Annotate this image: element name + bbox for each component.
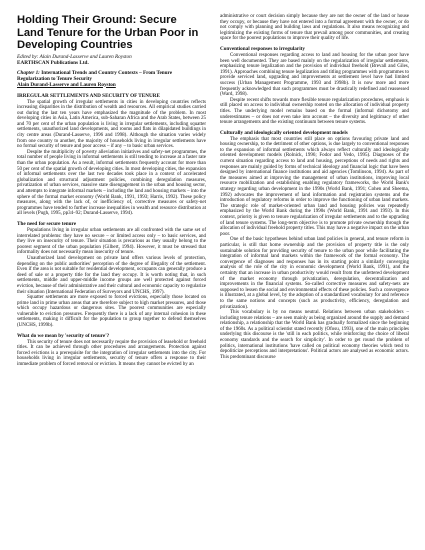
body-paragraph: Despite recent shifts towards more flexible tenure regularization procedures, emphasis is still placed on access to individual ownership rooted on the allocation of individual property titles. The underlying model remains based on the formal (informal dichotomy and underestimates – or does not even take into account – the diversity and legitimacy of other tenure arrangements and the existing continuum between tenure systems. bbox=[220, 97, 409, 126]
right-column-body bbox=[220, 14, 409, 360]
body-paragraph: administrative or court decision simply because they are not the owner of the land or house they occupy, or because they have not entered into a formal agreement with the owner, or do not comply with planning and building laws and regulations. It also means recognizing and legitimizing the existing forms of tenure that prevail among poor communities, and creating space for the poorest populations to improve their quality of life. bbox=[220, 14, 409, 42]
body-paragraph: The spatial growth of irregular settlements in cities in developing countries reflects increasing disparities in the distribution of wealth and resources. All empirical studies carried out during the last ten years have emphasized the magnitude of the problem. In most developing cities in Asia, Latin America, sub-Saharan Africa and the Arab States, between 25 and 70 per cent of the urban population is living in irregular settlements, including squatter settlements, unauthorized land developments, and rooms and flats in dilapidated buildings in city centre areas (Durand-Lasserve, 1996 and 1998). Although the situation varies widely from one country to another, the majority of households living in irregular settlements have no formal security of tenure and poor access – if any – to basic urban services. bbox=[17, 99, 206, 150]
chapter-label: Chapter 1: bbox=[17, 69, 40, 76]
chapter-heading bbox=[17, 70, 206, 82]
body-paragraph: Populations living in irregular urban settlements are all confronted with the same set of interrelated problems: they have no secure – or limited access only – to basic services, and they live on insecurity of tenure. Their situation is precarious as they usually belong to the poorest segment of the urban population (Gilbert, 1994). However, it must be stressed that informality does not necessarily mean insecurity of tenure. bbox=[17, 227, 206, 256]
body-paragraph: The emphasis that most countries still place on options favouring private land and housing ownership, to the detriment of other options, is due largely to conventional responses to the expansion of informal settlements which always reflect culturally and ideologically oriented development models (Rolnick, 1996; Fodor and Vedo, 1995). Diagnoses of the current situation regarding access to land and housing, perceptions of needs and rights and responses are mainly guided by forms of technical ideology and financial logic that have been designed by international finance institutions and aid agencies (Tomlinson, 1994). As part of the measures aimed at improving the management of urban institutions, improving local resource mobilization and establishing enabling regulatory frameworks, the World Bank's strategy regarding urban development in the 1990s (World Bank, 1991; Cohen and Sheema, 1992) advocates the improvement of land information and registration systems and the introduction of regulatory reforms in order to improve the functioning of urban land markets. The strategic role of market-oriented urban land and housing policies was repeatedly emphasized by the World Bank during the 1990s (World Bank, 1991 and 1993). In this context, priority is given to tenure regularization of irregular settlements and to the upgrading of land tenure systems. The long-term objective is to promote private ownership through the allocation of individual freehold property titles. This may have a negative impact on the urban poor. bbox=[220, 136, 409, 237]
body-paragraph: This vocabulary is by no means neutral. Relations between urban stakeholders – including tenure relations – are seen mainly as being organized around the supply and demand relationship, a relationship that the World Bank has gradually formalized since the beginning of the 1960s. As a political scientist stated recently (Ofosu, 1993), one of the main principles underlying this discourse is the 'still in each politics, while reinforcing the choice of liberal economy standards and the search for simplicity'. In order to get round the problem of politics, international institutions 'have called on political economy theories which tend to depoliticize perceptions and interpretations'. Political actors are analysed as economic actors. This predominant discourse bbox=[220, 310, 409, 360]
body-paragraph: This security of tenure does not necessarily require the provision of leasehold or freehold titles. It can be achieved through other procedures and arrangements. Protection against forced evictions is a prerequisite for the integration of irregular settlements into the city. For households living in irregular settlements, security of tenure offers a response to their immediate problem of forced removal or eviction. It means they cannot be evicted by an bbox=[17, 339, 206, 368]
chapter-authors: Alain Durand-Lasserve and Lauren Royston bbox=[17, 81, 116, 88]
document-page bbox=[17, 14, 409, 542]
section-heading: Culturally and ideologically oriented development models bbox=[220, 129, 348, 136]
body-paragraph: One of the basic hypotheses behind urban land policies in general, and tenure reform in particular, is still that home ownership and the provision of property title is the only sustainable solution for providing security of tenure to the urban poor while facilitating the integration of informal land markets within the framework of the formal economy. The convergence of diagnoses and responses has in its starting point a similarly converging analysis of the role of the city in economic development (World Bank, 1991), and the certainty that an increase in urban productivity would result from the unfettered development of the market economy through privatization, deregulation, decentralization and improvements in the financial systems. So-called corrective measures and safety-nets are supposed to lessen the social and environmental effects of these policies. Such a convergence is illustrated, at a global level, by the adoption of a standardized vocabulary for and reference to the same notions and concepts (such as productivity, efficiency, deregulation and privatization). bbox=[220, 237, 409, 310]
chapter-title: International Trends and Country Contexts – From Tenure Regularization to Tenure Security bbox=[17, 69, 173, 82]
left-column-body bbox=[17, 93, 206, 368]
right-column bbox=[220, 14, 409, 360]
section-heading: Conventional responses to irregularity bbox=[220, 45, 305, 52]
body-paragraph: Despite the multiplicity of poverty alleviation initiatives and safety-net programmes, the total number of people living in informal settlements is still tending to increase at a faster rate than the urban population. As a result, informal settlements frequently account for more than 50 per cent of the spatial growth of developing cities. In most developing cities, the expansion of informal settlements over the last two decades took place in a context of accelerated globalization and structural adjustment policies, combining deregulation measures, privatization of urban services, massive state disengagement in the urban and housing sector, and attempts to integrate informal markets – including the land and housing markets – into the sphere of the formal market economy (World Bank, 1991, 1993; Harris, 1992). These policy measures, along with the lack of, or inefficiency of, corrective measures or safety-net programmes have tended to further increase inequalities in wealth and resource distribution at all levels (Pugh, 1995, pp34–92; Durand-Lasserve, 1994). bbox=[17, 149, 206, 217]
section-heading: The need for secure tenure bbox=[17, 220, 77, 227]
left-column bbox=[17, 14, 206, 368]
body-paragraph: Conventional responses regarding access to land and housing for the urban poor have been well documented. They are based mainly on the regularization of irregular settlements, emphasizing tenure legalization and the provision of individual freehold (Brevall and Giles, 1991). Approaches combining tenure legalization and titling programmes with programmes to provide serviced land, upgrading and improvements at settlement level have had limited success (Urban Management Programme, 1993 and 1998b). It is now more and more frequently acknowledged that such programmes must be drastically redefined and reassessed (Ward, 1998). bbox=[220, 52, 409, 98]
publisher-line: EARTHSCAN Publications Ltd. bbox=[17, 59, 89, 66]
editors-line: Edited by: Alain Durand-Lasserve and Lauren Royston bbox=[17, 53, 132, 60]
section-heading: IRREGULAR SETTLEMENTS AND SECURITY OF TENURE bbox=[17, 92, 160, 99]
section-heading: What do we mean by 'security of tenure'? bbox=[17, 332, 110, 339]
document-title: Holding Their Ground: Secure Land Tenure for the Urban Poor in Developing Countries bbox=[17, 14, 199, 51]
body-paragraph: Unauthorized land development on private land offers various levels of protection, depending on the public authorities' perception of the degree of illegality of the settlement. Even if the area is not suitable for residential development, occupants can generally produce a deed of sale or a property title for the land they occupy. It is worth noting that, in such settlements, middle and upper-middle income groups are well protected against forced eviction, because of their administrative and their cultural and economic capacity to regularize their situation (International Federation of Surveyors and UNCHS, 1997). bbox=[17, 255, 206, 295]
body-paragraph: Squatter settlements are more exposed to forced evictions, especially those located on prime land in prime urban areas that are therefore subject to high market pressures, and those which occupy hazardous or dangerous sites. The poorest communities are especially vulnerable to eviction pressures. Frequently there is a lack of any internal cohesion in these settlements, making it difficult for the population to group together to defend themselves (UNCHS, 1999b). bbox=[17, 295, 206, 329]
